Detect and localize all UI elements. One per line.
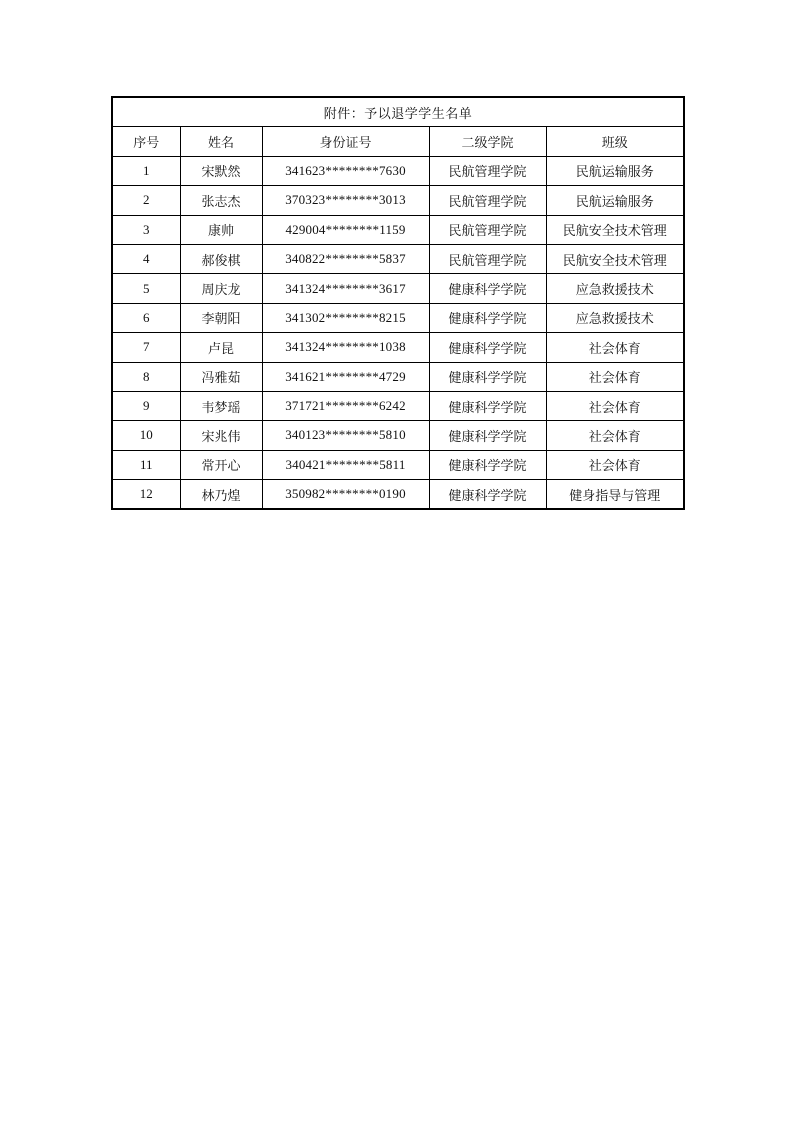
column-header-name: 姓名 <box>180 127 262 156</box>
cell-class: 社会体育 <box>546 333 684 362</box>
cell-class: 民航安全技术管理 <box>546 215 684 244</box>
cell-class: 社会体育 <box>546 421 684 450</box>
column-header-number: 序号 <box>112 127 180 156</box>
cell-class: 社会体育 <box>546 391 684 420</box>
table-row <box>112 215 684 244</box>
table-row <box>112 274 684 303</box>
cell-name: 宋兆伟 <box>180 421 262 450</box>
cell-number: 12 <box>112 480 180 510</box>
cell-id-number: 370323********3013 <box>262 186 429 215</box>
cell-class: 应急救援技术 <box>546 303 684 332</box>
cell-college: 民航管理学院 <box>429 215 546 244</box>
cell-class: 健身指导与管理 <box>546 480 684 510</box>
cell-id-number: 350982********0190 <box>262 480 429 510</box>
cell-name: 张志杰 <box>180 186 262 215</box>
table-row <box>112 156 684 185</box>
cell-id-number: 340421********5811 <box>262 450 429 479</box>
cell-college: 健康科学学院 <box>429 450 546 479</box>
cell-name: 林乃煌 <box>180 480 262 510</box>
cell-number: 1 <box>112 156 180 185</box>
cell-name: 冯雅茹 <box>180 362 262 391</box>
cell-number: 2 <box>112 186 180 215</box>
cell-class: 民航运输服务 <box>546 156 684 185</box>
column-header-id-number: 身份证号 <box>262 127 429 156</box>
cell-name: 康帅 <box>180 215 262 244</box>
cell-id-number: 341324********1038 <box>262 333 429 362</box>
table-row <box>112 303 684 332</box>
cell-id-number: 340822********5837 <box>262 244 429 273</box>
table-header-row <box>112 127 684 156</box>
cell-number: 6 <box>112 303 180 332</box>
cell-college: 民航管理学院 <box>429 186 546 215</box>
cell-id-number: 341302********8215 <box>262 303 429 332</box>
cell-number: 7 <box>112 333 180 362</box>
table-row <box>112 333 684 362</box>
cell-number: 8 <box>112 362 180 391</box>
cell-class: 社会体育 <box>546 450 684 479</box>
table-body <box>112 156 684 509</box>
table-row <box>112 450 684 479</box>
cell-number: 9 <box>112 391 180 420</box>
cell-id-number: 341324********3617 <box>262 274 429 303</box>
cell-college: 健康科学学院 <box>429 303 546 332</box>
table-row <box>112 186 684 215</box>
cell-college: 健康科学学院 <box>429 421 546 450</box>
cell-name: 韦梦瑶 <box>180 391 262 420</box>
cell-name: 常开心 <box>180 450 262 479</box>
column-header-college: 二级学院 <box>429 127 546 156</box>
withdrawal-student-table <box>111 96 685 510</box>
cell-class: 社会体育 <box>546 362 684 391</box>
column-header-class: 班级 <box>546 127 684 156</box>
table-row <box>112 244 684 273</box>
cell-number: 3 <box>112 215 180 244</box>
table-row <box>112 362 684 391</box>
table-title: 附件：予以退学学生名单 <box>112 97 684 127</box>
cell-college: 健康科学学院 <box>429 362 546 391</box>
cell-college: 健康科学学院 <box>429 391 546 420</box>
cell-class: 应急救援技术 <box>546 274 684 303</box>
table-title-row <box>112 97 684 127</box>
cell-name: 郝俊棋 <box>180 244 262 273</box>
table-row <box>112 480 684 510</box>
cell-id-number: 340123********5810 <box>262 421 429 450</box>
cell-id-number: 341621********4729 <box>262 362 429 391</box>
cell-id-number: 341623********7630 <box>262 156 429 185</box>
cell-name: 周庆龙 <box>180 274 262 303</box>
cell-number: 5 <box>112 274 180 303</box>
table-row <box>112 421 684 450</box>
cell-name: 李朝阳 <box>180 303 262 332</box>
cell-college: 民航管理学院 <box>429 244 546 273</box>
cell-id-number: 371721********6242 <box>262 391 429 420</box>
cell-college: 健康科学学院 <box>429 333 546 362</box>
cell-class: 民航安全技术管理 <box>546 244 684 273</box>
table-row <box>112 391 684 420</box>
cell-number: 4 <box>112 244 180 273</box>
cell-college: 民航管理学院 <box>429 156 546 185</box>
cell-number: 11 <box>112 450 180 479</box>
cell-name: 卢昆 <box>180 333 262 362</box>
cell-college: 健康科学学院 <box>429 480 546 510</box>
cell-class: 民航运输服务 <box>546 186 684 215</box>
document-page <box>111 96 683 510</box>
cell-id-number: 429004********1159 <box>262 215 429 244</box>
cell-number: 10 <box>112 421 180 450</box>
cell-college: 健康科学学院 <box>429 274 546 303</box>
cell-name: 宋默然 <box>180 156 262 185</box>
